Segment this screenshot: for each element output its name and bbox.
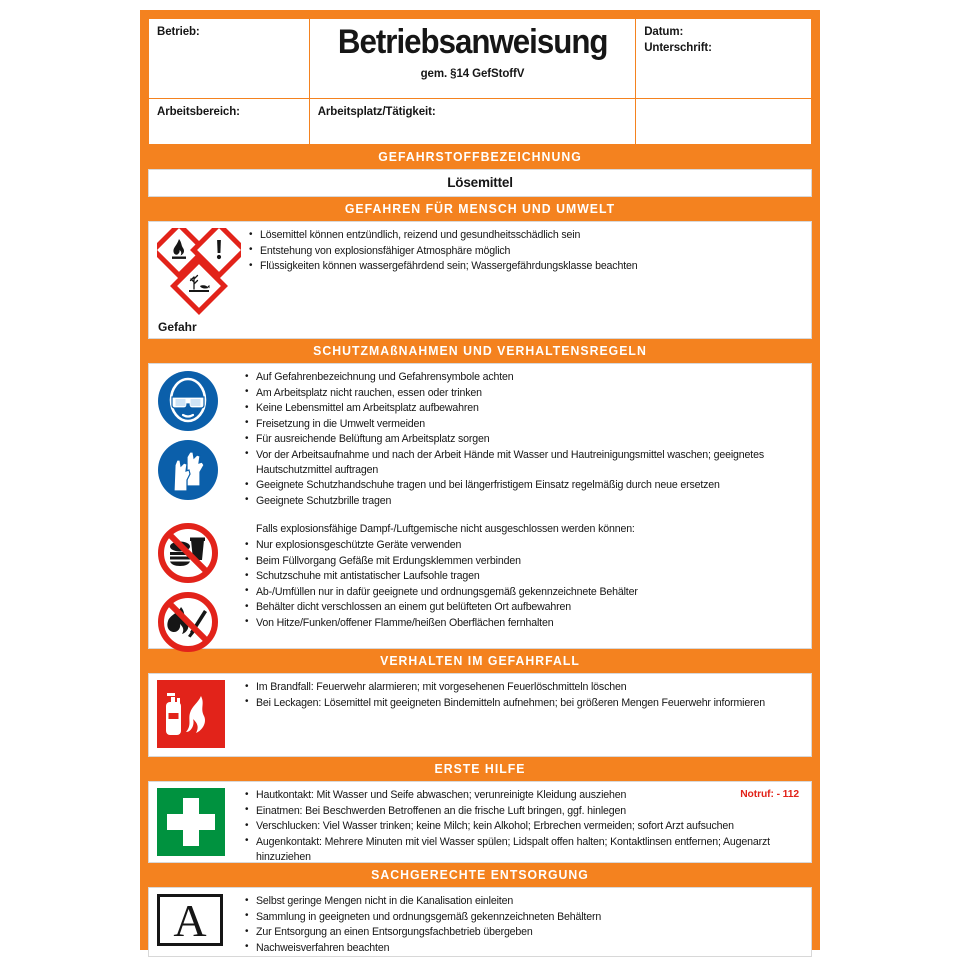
list-item: • Im Brandfall: Feuerwehr alarmieren; mit vorgesehenen Feuerlöschmitteln löschen bbox=[243, 680, 801, 695]
hazards-box bbox=[148, 221, 812, 339]
hazards-pictogram-group bbox=[149, 222, 245, 338]
list-item: • Entstehung von explosionsfähiger Atmosphäre möglich bbox=[247, 244, 801, 259]
betrieb-label: Betrieb: bbox=[157, 26, 200, 38]
list-item: • Vor der Arbeitsaufnahme und nach der Arbeit Hände mit Wasser und Hautreinigungsmittel waschen; geeignetes Hautschutzmittel auftragen bbox=[243, 448, 801, 478]
section-heading-protection: SCHUTZMAßNAHMEN UND VERHALTENSREGELN bbox=[313, 343, 647, 358]
list-item: • Am Arbeitsplatz nicht rauchen, essen oder trinken bbox=[243, 386, 801, 401]
list-item: • Verschlucken: Viel Wasser trinken; keine Milch; kein Alkohol; Erbrechen vermeiden; sofort Arzt aufsuchen bbox=[243, 819, 801, 834]
list-item: • Freisetzung in die Umwelt vermeiden bbox=[243, 417, 801, 432]
disposal-pictogram-group bbox=[149, 888, 241, 956]
no-eating-drinking-icon bbox=[157, 522, 219, 584]
section-heading-hazards: GEFAHREN FÜR MENSCH UND UMWELT bbox=[344, 201, 616, 216]
protection-box bbox=[148, 363, 812, 649]
emergency-box bbox=[148, 673, 812, 757]
list-item: • Beim Füllvorgang Gefäße mit Erdungsklemmen verbinden bbox=[243, 554, 801, 569]
list-item: • Geeignete Schutzhandschuhe tragen und bei längerfristigem Einsatz regelmäßig durch neue ersetzen bbox=[243, 478, 801, 493]
list-item: • Schutzschuhe mit antistatischer Laufsohle tragen bbox=[243, 569, 801, 584]
fire-extinguisher-icon bbox=[157, 680, 225, 748]
emergency-list bbox=[243, 680, 801, 711]
arbeitsbereich-label: Arbeitsbereich: bbox=[157, 106, 240, 118]
first-aid-pictogram-group bbox=[149, 782, 241, 862]
page-subtitle: gem. §14 GefStoffV bbox=[420, 67, 525, 80]
page-title: Betriebsanweisung bbox=[337, 23, 608, 61]
datum-cell[interactable] bbox=[636, 19, 812, 99]
emergency-number: Notruf: - 112 bbox=[740, 789, 799, 800]
section-heading-disposal: SACHGERECHTE ENTSORGUNG bbox=[371, 867, 589, 882]
list-item: • Auf Gefahrenbezeichnung und Gefahrensymbole achten bbox=[243, 370, 801, 385]
hand-protection-icon bbox=[157, 439, 219, 501]
list-item: • Augenkontakt: Mehrere Minuten mit viel Wasser spülen; Lidspalt offen halten; Kontaktlinsen entfernen; Augenarzt hinzuziehen bbox=[243, 835, 801, 865]
list-item: • Keine Lebensmittel am Arbeitsplatz aufbewahren bbox=[243, 401, 801, 416]
protection-list-bottom bbox=[243, 538, 801, 631]
betrieb-cell[interactable] bbox=[149, 19, 310, 99]
disposal-list bbox=[243, 894, 801, 956]
arbeitsbereich-cell[interactable] bbox=[149, 99, 310, 145]
emergency-text bbox=[241, 674, 811, 756]
datum-label: Datum: bbox=[644, 26, 684, 38]
eye-protection-icon bbox=[157, 370, 219, 432]
hazards-list bbox=[247, 228, 801, 274]
list-item: • Zur Entsorgung an einen Entsorgungsfachbetrieb übergeben bbox=[243, 925, 801, 940]
list-item: • Behälter dicht verschlossen an einem gut belüfteten Ort aufbewahren bbox=[243, 600, 801, 615]
section-heading-designation: GEFAHRSTOFFBEZEICHNUNG bbox=[378, 149, 582, 164]
section-heading-first-aid: ERSTE HILFE bbox=[434, 761, 526, 776]
disposal-text bbox=[241, 888, 811, 956]
no-open-flame-icon bbox=[157, 591, 219, 653]
first-aid-cross-icon bbox=[157, 788, 225, 856]
section-heading-emergency: VERHALTEN IM GEFAHRFALL bbox=[380, 653, 580, 668]
first-aid-list bbox=[243, 788, 801, 865]
waste-class-a-icon bbox=[157, 894, 223, 946]
list-item: • Von Hitze/Funken/offener Flamme/heißen Oberflächen fernhalten bbox=[243, 616, 801, 631]
title-cell bbox=[309, 19, 635, 99]
unterschrift-label: Unterschrift: bbox=[644, 41, 712, 54]
list-item: • Selbst geringe Mengen nicht in die Kanalisation einleiten bbox=[243, 894, 801, 909]
arbeitsplatz-cell[interactable] bbox=[309, 99, 635, 145]
header-table bbox=[148, 18, 812, 145]
signature-cell[interactable] bbox=[636, 99, 812, 145]
list-item: • Einatmen: Bei Beschwerden Betroffenen an die frische Luft bringen, ggf. hinlegen bbox=[243, 804, 801, 819]
hazards-text bbox=[245, 222, 811, 338]
list-item: • Bei Leckagen: Lösemittel mit geeigneten Bindemitteln aufnehmen; bei größeren Mengen Feuerwehr informieren bbox=[243, 696, 801, 711]
signal-word: Gefahr bbox=[158, 320, 197, 334]
list-item: • Sammlung in geeigneten und ordnungsgemäß gekennzeichneten Behältern bbox=[243, 910, 801, 925]
first-aid-box bbox=[148, 781, 812, 863]
list-item: • Ab-/Umfüllen nur in dafür geeignete und ordnungsgemäß gekennzeichnete Behälter bbox=[243, 585, 801, 600]
list-item: • Nachweisverfahren beachten bbox=[243, 941, 801, 956]
protection-prohibition-pictograms bbox=[149, 516, 241, 666]
list-item: • Nur explosionsgeschützte Geräte verwenden bbox=[243, 538, 801, 553]
list-item: • Für ausreichende Belüftung am Arbeitsplatz sorgen bbox=[243, 432, 801, 447]
arbeitsplatz-label: Arbeitsplatz/Tätigkeit: bbox=[317, 106, 436, 118]
protection-mandatory-pictograms bbox=[149, 364, 241, 516]
ghs-pictogram-cluster bbox=[157, 228, 241, 324]
betriebsanweisung-poster bbox=[140, 10, 820, 954]
protection-text-bottom bbox=[241, 516, 811, 666]
protection-text-top bbox=[241, 364, 811, 516]
substance-name: Lösemittel bbox=[148, 169, 812, 197]
list-item: • Flüssigkeiten können wassergefährdend sein; Wassergefährdungsklasse beachten bbox=[247, 259, 801, 274]
disposal-box bbox=[148, 887, 812, 957]
list-item: • Hautkontakt: Mit Wasser und Seife abwaschen; verunreinigte Kleidung ausziehen bbox=[243, 788, 801, 803]
list-item: • Lösemittel können entzündlich, reizend und gesundheitsschädlich sein bbox=[247, 228, 801, 243]
protection-intro-bottom: Falls explosionsfähige Dampf-/Luftgemische nicht ausgeschlossen werden können: bbox=[256, 523, 635, 535]
emergency-pictogram-group bbox=[149, 674, 241, 756]
first-aid-text bbox=[241, 782, 811, 862]
list-item: • Geeignete Schutzbrille tragen bbox=[243, 494, 801, 509]
protection-list-top bbox=[243, 370, 801, 509]
waste-class-letter: A bbox=[173, 895, 207, 946]
